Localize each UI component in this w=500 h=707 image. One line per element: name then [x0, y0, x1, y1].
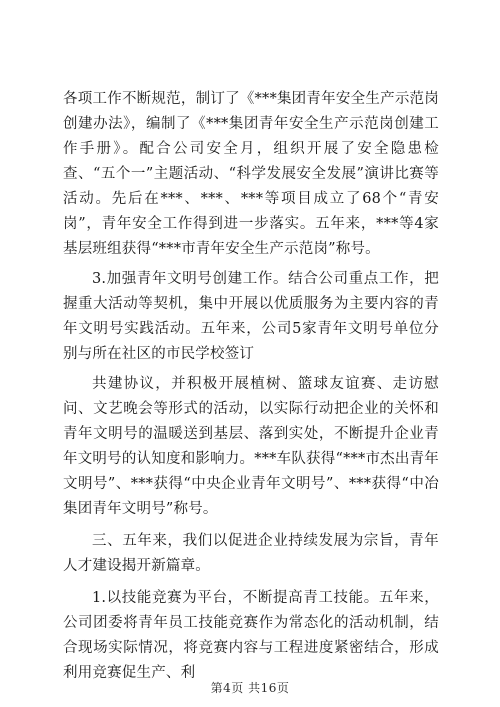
paragraph-joint-agreement: 共建协议，并积极开展植树、篮球友谊赛、走访慰问、文艺晚会等形式的活动，以实际行动把企业的关怀和青年文明号的温暖送到基层、落到实处，不断提升企业青年文明号的认知度和影响力。***车队获得“***市杰出青年文明号”、***获得“中央企业青年文明号”、***获得“中冶集团青年文明号”称号。: [63, 376, 439, 517]
paragraph-skill-competition: 1.以技能竞赛为平台，不断提高青工技能。五年来，公司团委将青年员工技能竞赛作为常态化的活动机制，结合现场实际情况，将竞赛内容与工程进度紧密结合，形成利用竞赛促生产、利: [63, 590, 439, 681]
document-body: [63, 87, 439, 686]
page-number-footer: 第4页 共16页: [210, 681, 290, 695]
paragraph-youth-civilization: 3.加强青年文明号创建工作。结合公司重点工作，把握重大活动等契机，集中开展以优质服务为主要内容的青年文明号实践活动。五年来，公司5家青年文明号单位分别与所在社区的市民学校签订: [63, 271, 439, 362]
paragraph-safety-continued: 各项工作不断规范，制订了《***集团青年安全生产示范岗创建办法》，编制了《***集团青年安全生产示范岗创建工作手册》。配合公司安全月，组织开展了安全隐患检查、“五个一”主题活动、“科学发展安全发展”演讲比赛等活动。先后在***、***、***等项目成立了68个“青安岗”，青年安全工作得到进一步落实。五年来，***等4家基层班组获得“***市青年安全生产示范岗”称号。: [63, 91, 439, 257]
section-heading-talent: 三、五年来，我们以促进企业持续发展为宗旨，青年人才建设揭开新篇章。: [63, 533, 439, 574]
